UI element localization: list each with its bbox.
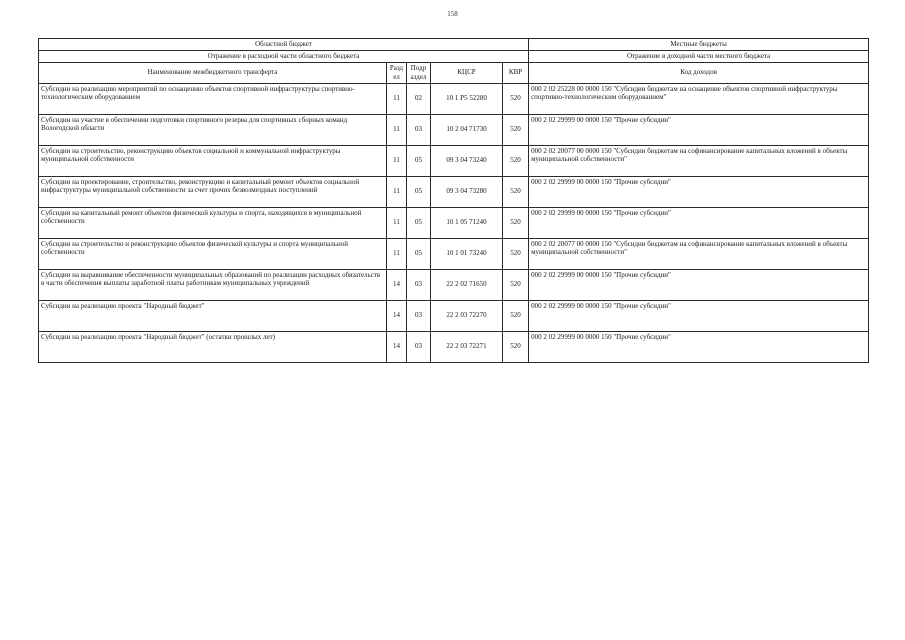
col-income-code-header: Код доходов	[529, 63, 869, 84]
row-kcsr-cell: 10 1 P5 52280	[431, 83, 503, 114]
row-name-cell: Субсидии на реализацию проекта "Народный бюджет" (остатки прошлых лет)	[39, 331, 387, 362]
row-kvr-cell: 520	[503, 176, 529, 207]
table-row	[39, 83, 869, 114]
row-podrazdel-cell: 05	[407, 207, 431, 238]
row-kvr-cell: 520	[503, 269, 529, 300]
row-income-code-cell: 000 2 02 29999 00 0000 150 "Прочие субсидии"	[529, 207, 869, 238]
row-income-code-cell: 000 2 02 20077 00 0000 150 "Субсидии бюджетам на софинансирование капитальных вложений в объекты муниципальной собственности"	[529, 145, 869, 176]
row-podrazdel-cell: 03	[407, 331, 431, 362]
row-kvr-cell: 520	[503, 83, 529, 114]
row-razdel-cell: 11	[387, 145, 407, 176]
table-row	[39, 114, 869, 145]
table-row	[39, 300, 869, 331]
row-kcsr-cell: 22 2 03 72271	[431, 331, 503, 362]
row-kcsr-cell: 10 2 04 71730	[431, 114, 503, 145]
row-income-code-cell: 000 2 02 29999 00 0000 150 "Прочие субсидии"	[529, 269, 869, 300]
table-row	[39, 145, 869, 176]
row-razdel-cell: 11	[387, 83, 407, 114]
row-income-code-cell: 000 2 02 29999 00 0000 150 "Прочие субсидии"	[529, 114, 869, 145]
row-razdel-cell: 11	[387, 207, 407, 238]
budget-table	[38, 38, 869, 363]
row-name-cell: Субсидии на строительство и реконструкцию объектов физической культуры и спорта муниципальной собственности	[39, 238, 387, 269]
table-row	[39, 207, 869, 238]
row-kcsr-cell: 10 1 05 71240	[431, 207, 503, 238]
row-podrazdel-cell: 05	[407, 145, 431, 176]
row-kvr-cell: 520	[503, 238, 529, 269]
row-razdel-cell: 14	[387, 331, 407, 362]
col-kvr-header: КВР	[503, 63, 529, 84]
row-podrazdel-cell: 02	[407, 83, 431, 114]
row-income-code-cell: 000 2 02 20077 00 0000 150 "Субсидии бюджетам на софинансирование капитальных вложений в объекты муниципальной собственности"	[529, 238, 869, 269]
col-name-header: Наименование межбюджетного трансферта	[39, 63, 387, 84]
table-row	[39, 269, 869, 300]
row-kvr-cell: 520	[503, 145, 529, 176]
row-razdel-cell: 11	[387, 176, 407, 207]
row-income-code-cell: 000 2 02 29999 00 0000 150 "Прочие субсидии"	[529, 331, 869, 362]
row-kcsr-cell: 22 2 02 71650	[431, 269, 503, 300]
row-podrazdel-cell: 05	[407, 176, 431, 207]
row-kvr-cell: 520	[503, 207, 529, 238]
regional-budget-header: Областной бюджет	[39, 39, 529, 51]
row-income-code-cell: 000 2 02 25228 00 0000 150 "Субсидии бюджетам на оснащение объектов спортивной инфраструктуры спортивно-технологическим оборудованием"	[529, 83, 869, 114]
row-podrazdel-cell: 05	[407, 238, 431, 269]
row-kcsr-cell: 22 2 03 72270	[431, 300, 503, 331]
table-row	[39, 331, 869, 362]
row-razdel-cell: 14	[387, 269, 407, 300]
local-budgets-header: Местные бюджеты	[529, 39, 869, 51]
row-name-cell: Субсидии на участие в обеспечении подготовки спортивного резерва для спортивных сборных команд Вологодской области	[39, 114, 387, 145]
row-name-cell: Субсидии на реализацию мероприятий по оснащению объектов спортивной инфраструктуры спортивно-технологическим оборудованием	[39, 83, 387, 114]
col-razdel-header: Разд ел	[387, 63, 407, 84]
row-income-code-cell: 000 2 02 29999 00 0000 150 "Прочие субсидии"	[529, 176, 869, 207]
row-name-cell: Субсидии на выравнивание обеспеченности муниципальных образований по реализации расходных обязательств в части обеспечения выплаты заработной платы работникам муниципальных учреждений	[39, 269, 387, 300]
row-podrazdel-cell: 03	[407, 269, 431, 300]
row-kcsr-cell: 10 1 01 73240	[431, 238, 503, 269]
row-name-cell: Субсидии на реализацию проекта "Народный бюджет"	[39, 300, 387, 331]
row-kvr-cell: 520	[503, 331, 529, 362]
row-podrazdel-cell: 03	[407, 300, 431, 331]
row-kvr-cell: 520	[503, 114, 529, 145]
table-row	[39, 238, 869, 269]
row-income-code-cell: 000 2 02 29999 00 0000 150 "Прочие субсидии"	[529, 300, 869, 331]
row-name-cell: Субсидии на проектирование, строительство, реконструкцию и капитальный ремонт объектов социальной инфраструктуры муниципальной собственности за счет прочих безвозмездных поступлений	[39, 176, 387, 207]
row-razdel-cell: 11	[387, 238, 407, 269]
regional-expenses-header: Отражение в расходной части областного бюджета	[39, 51, 529, 63]
row-kcsr-cell: 09 3 04 73240	[431, 145, 503, 176]
row-kvr-cell: 520	[503, 300, 529, 331]
table-row	[39, 176, 869, 207]
row-kcsr-cell: 09 3 04 73280	[431, 176, 503, 207]
page-number: 158	[447, 10, 458, 18]
col-kcsr-header: КЦСР	[431, 63, 503, 84]
col-podrazdel-header: Подр аздел	[407, 63, 431, 84]
row-name-cell: Субсидии на капитальный ремонт объектов физической культуры и спорта, находящихся в муниципальной собственности	[39, 207, 387, 238]
row-razdel-cell: 11	[387, 114, 407, 145]
row-razdel-cell: 14	[387, 300, 407, 331]
row-name-cell: Субсидии на строительство, реконструкцию объектов социальной и коммунальной инфраструктуры муниципальной собственности	[39, 145, 387, 176]
row-podrazdel-cell: 03	[407, 114, 431, 145]
local-income-header: Отражение в доходной части местного бюджета	[529, 51, 869, 63]
